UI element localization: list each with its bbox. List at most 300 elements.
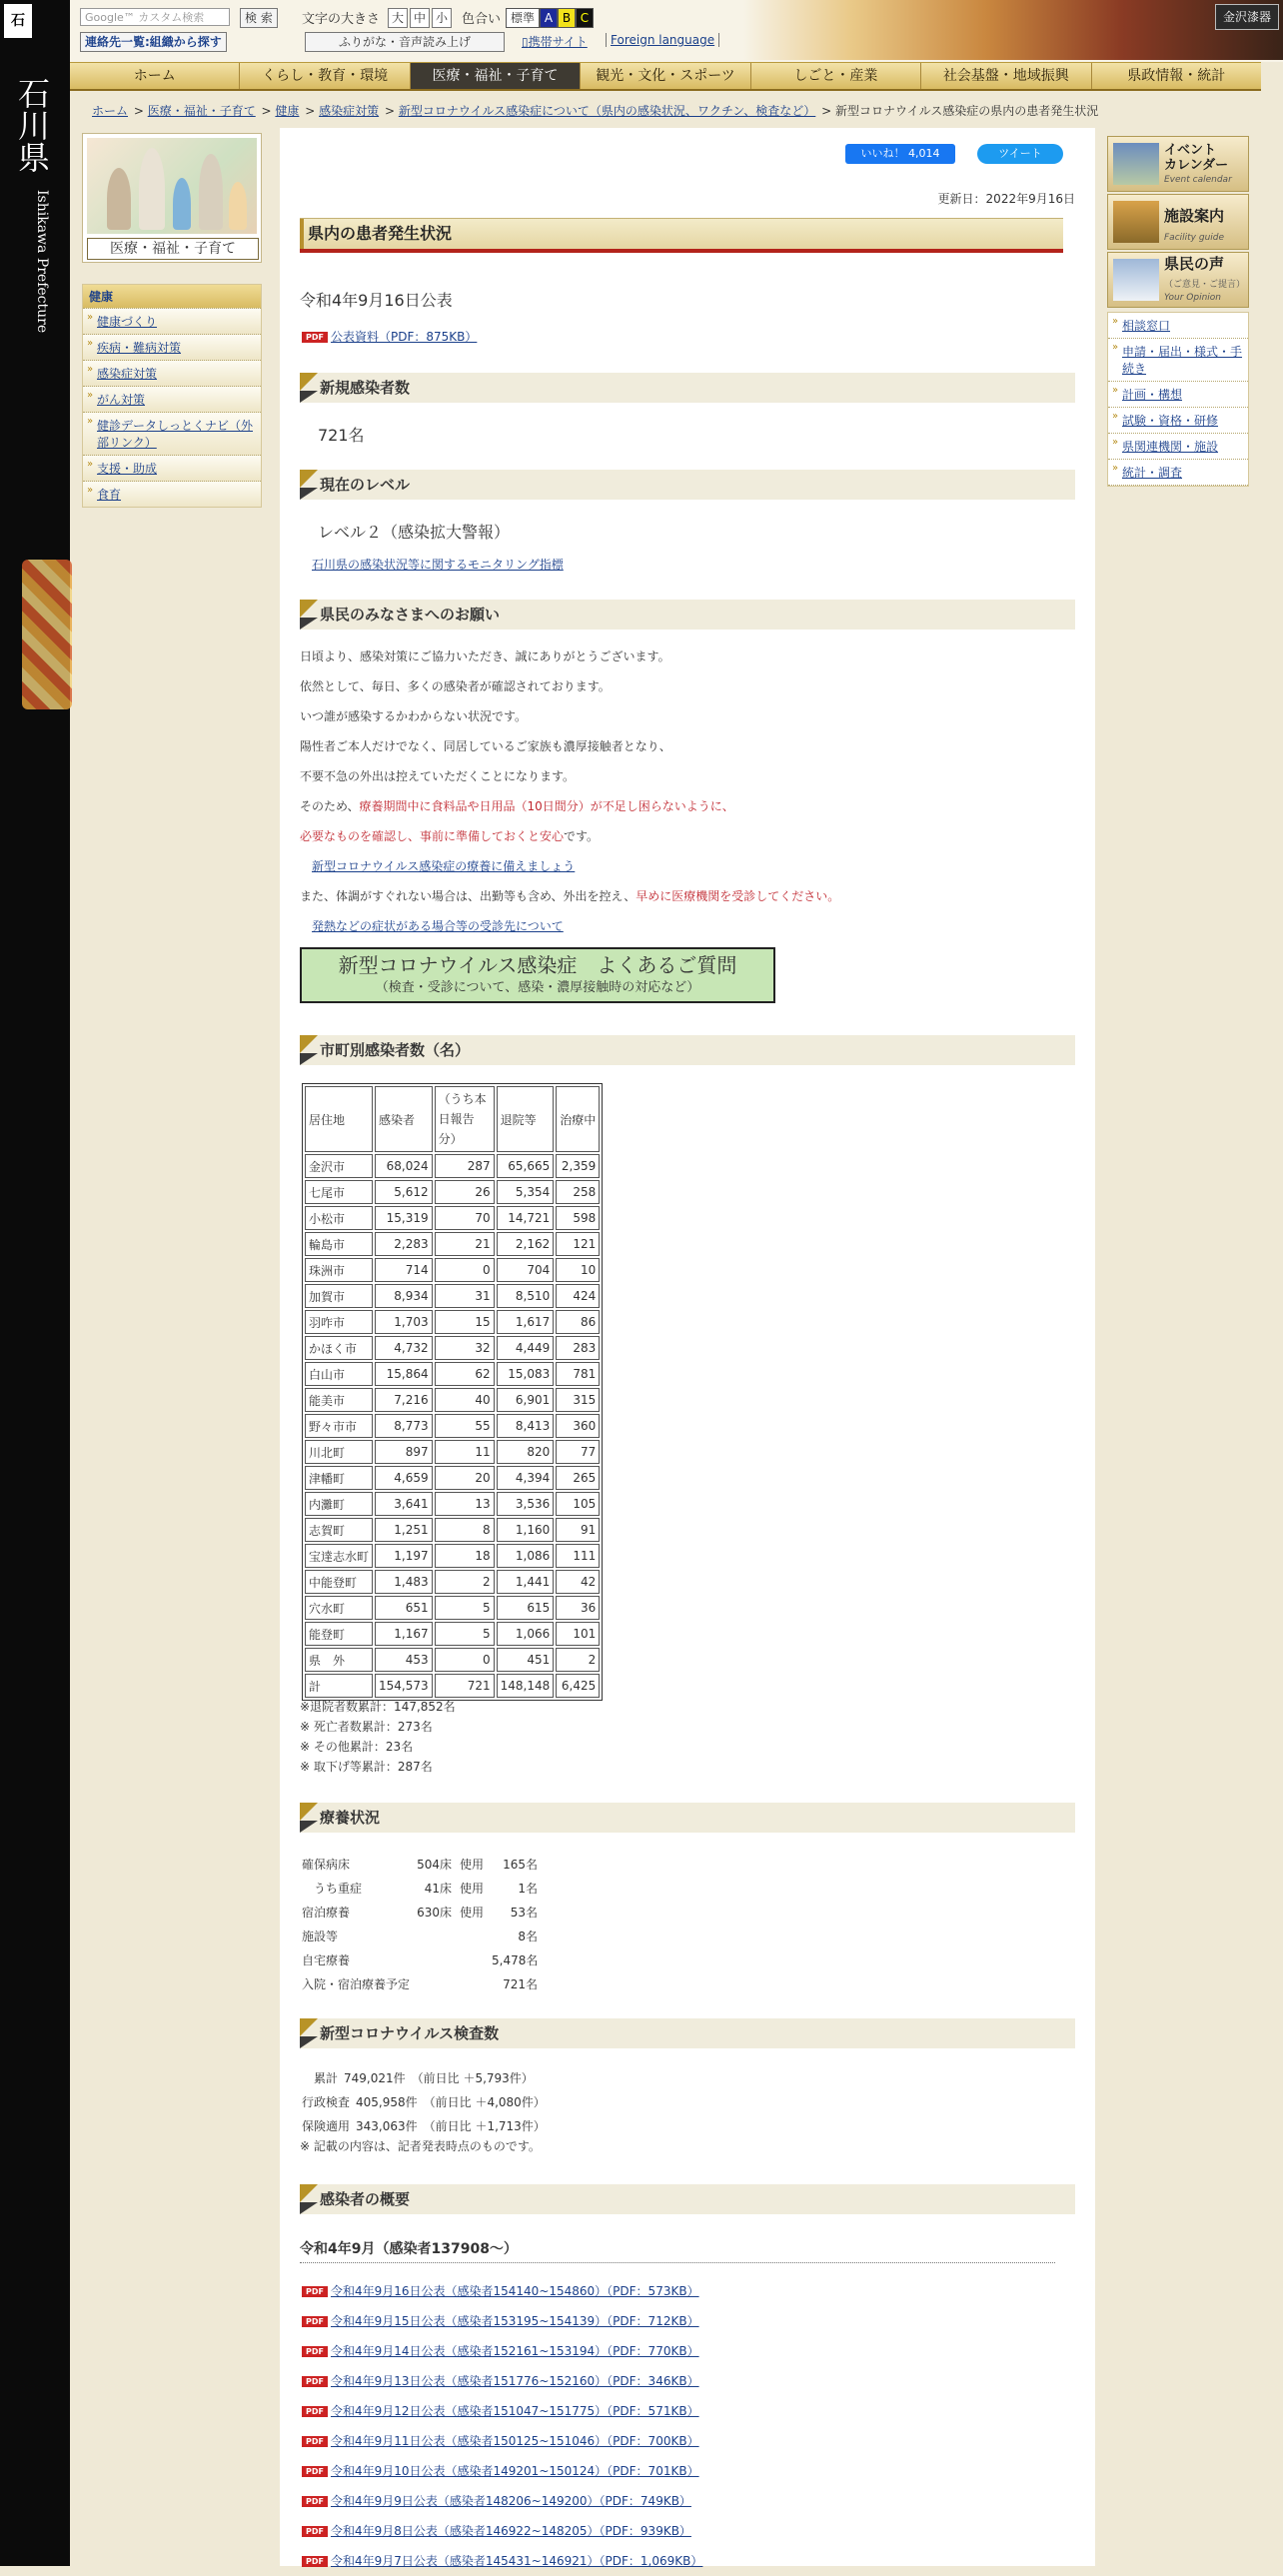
table-cell: 598 bbox=[556, 1206, 600, 1230]
table-cell: 七尾市 bbox=[305, 1180, 373, 1204]
contact-list-button[interactable]: 連絡先一覧:組織から探す bbox=[80, 32, 227, 52]
nav-home[interactable]: ホーム bbox=[70, 63, 240, 89]
banner-subtitle: Facility guide bbox=[1164, 233, 1225, 243]
breadcrumb-health[interactable]: 健康 bbox=[275, 104, 300, 118]
table-row bbox=[305, 1180, 600, 1204]
sidebar-link[interactable]: 健康づくり bbox=[97, 315, 158, 329]
breadcrumb-medical[interactable]: 医療・福祉・子育て bbox=[147, 104, 256, 118]
pdf-link-row bbox=[302, 328, 477, 345]
new-cases-heading: 新規感染者数 bbox=[300, 373, 1075, 403]
header-brand-label[interactable]: 金沢漆器 bbox=[1215, 4, 1279, 30]
tests-heading: 新型コロナウイルス検査数 bbox=[300, 2018, 1075, 2048]
table-cell: 1,251 bbox=[375, 1518, 433, 1542]
faq-banner[interactable] bbox=[300, 947, 775, 1003]
table-cell: 31 bbox=[435, 1284, 495, 1308]
table-cell: 4,732 bbox=[375, 1336, 433, 1360]
right-menu-link[interactable]: 相談窓口 bbox=[1122, 319, 1171, 333]
overview-pdf-link[interactable]: 令和4年9月16日公表（感染者154140~154860）（PDF：573KB） bbox=[330, 2284, 699, 2298]
table-cell: 704 bbox=[497, 1258, 555, 1282]
table-row bbox=[305, 1388, 600, 1412]
new-cases-value: 721名 bbox=[318, 426, 365, 445]
sidebar-link[interactable]: 感染症対策 bbox=[97, 367, 158, 381]
table-cell: 金沢市 bbox=[305, 1154, 373, 1178]
consultation-link[interactable]: 発熱などの症状がある場合等の受診先について bbox=[312, 919, 564, 933]
right-menu-link[interactable]: 試験・資格・研修 bbox=[1122, 414, 1219, 428]
table-cell: 15,319 bbox=[375, 1206, 433, 1230]
sidebar-link[interactable]: 支援・助成 bbox=[97, 462, 158, 476]
banner-subtitle-ja: （ご意見・ご提言） bbox=[1164, 280, 1246, 290]
tweet-button[interactable]: ツイート bbox=[977, 144, 1063, 164]
table-cell: 加賀市 bbox=[305, 1284, 373, 1308]
sidebar-link[interactable]: 食育 bbox=[97, 488, 122, 502]
table-cell: 5 bbox=[435, 1622, 495, 1646]
breadcrumb: ホーム > 医療・福祉・子育て > 健康 > 感染症対策 > 新型コロナウイルス感染症について（県内の感染状況、ワクチン、検査など） > 新型コロナウイルス感染症の県内の患者発生状況 bbox=[92, 104, 1099, 118]
table-cell: 4,394 bbox=[497, 1466, 555, 1490]
table-row bbox=[305, 1336, 600, 1360]
font-size-medium-button[interactable]: 中 bbox=[410, 8, 430, 28]
table-cell: 13 bbox=[435, 1492, 495, 1516]
banner-title: 施設案内 bbox=[1164, 207, 1225, 225]
overview-pdf-link[interactable]: 令和4年9月10日公表（感染者149201~150124）（PDF：701KB） bbox=[330, 2464, 699, 2478]
table-cell: 453 bbox=[375, 1648, 433, 1672]
overview-heading: 感染者の概要 bbox=[300, 2184, 1075, 2214]
test-cell: 行政検査 bbox=[302, 2095, 351, 2109]
city-cases-table bbox=[302, 1083, 603, 1701]
color-a-button[interactable]: A bbox=[540, 8, 558, 28]
request-line: いつ誰が感染するかわからない状況です。 bbox=[300, 709, 528, 723]
table-cell: 輪島市 bbox=[305, 1232, 373, 1256]
table-cell: 1,167 bbox=[375, 1622, 433, 1646]
table-cell: 県 外 bbox=[305, 1648, 373, 1672]
table-cell: 21 bbox=[435, 1232, 495, 1256]
table-cell: 穴水町 bbox=[305, 1596, 373, 1620]
overview-pdf-link[interactable]: 令和4年9月7日公表（感染者145431~146921）（PDF：1,069KB） bbox=[330, 2554, 703, 2568]
table-cell: 羽咋市 bbox=[305, 1310, 373, 1334]
care-cell: 入院・宿泊療養予定 bbox=[302, 1977, 411, 1991]
sidebar-link[interactable]: 疾病・難病対策 bbox=[97, 341, 182, 355]
overview-pdf-link[interactable]: 令和4年9月9日公表（感染者148206~149200）（PDF：749KB） bbox=[330, 2494, 691, 2508]
table-cell: 111 bbox=[556, 1544, 600, 1568]
table-cell: 781 bbox=[556, 1362, 600, 1386]
sidebar-item[interactable] bbox=[83, 481, 261, 507]
table-cell: 62 bbox=[435, 1362, 495, 1386]
prefecture-title: 石川県 bbox=[13, 77, 51, 173]
table-cell: 26 bbox=[435, 1180, 495, 1204]
nav-medical[interactable]: 医療・福祉・子育て bbox=[411, 63, 581, 89]
header-artwork bbox=[743, 0, 1283, 60]
right-menu bbox=[1107, 312, 1249, 487]
right-menu-item[interactable] bbox=[1108, 382, 1248, 408]
level-heading: 現在のレベル bbox=[300, 470, 1075, 500]
table-cell: 18 bbox=[435, 1544, 495, 1568]
request-heading: 県民のみなさまへのお願い bbox=[300, 600, 1075, 630]
facility-guide-banner[interactable] bbox=[1107, 194, 1249, 250]
table-cell: 15,864 bbox=[375, 1362, 433, 1386]
table-note: ※退院者数累計：147,852名 bbox=[300, 1700, 456, 1714]
table-note: ※ その他累計：23名 bbox=[300, 1740, 414, 1754]
table-cell: 5,612 bbox=[375, 1180, 433, 1204]
table-row bbox=[305, 1440, 600, 1464]
mobile-site-link[interactable] bbox=[522, 33, 588, 50]
table-cell: 32 bbox=[435, 1336, 495, 1360]
banner-title: イベント カレンダー bbox=[1164, 143, 1229, 173]
pdf-link[interactable]: 公表資料（PDF：875KB） bbox=[330, 330, 478, 344]
table-row bbox=[305, 1284, 600, 1308]
table-cell: 258 bbox=[556, 1180, 600, 1204]
sidebar-menu bbox=[82, 284, 262, 508]
table-cell: 8,510 bbox=[497, 1284, 555, 1308]
care-row bbox=[302, 1925, 538, 1948]
sidebar-link[interactable]: がん対策 bbox=[97, 393, 146, 407]
table-cell: 714 bbox=[375, 1258, 433, 1282]
sidebar-link[interactable]: 健診データしっとくナビ（外部リンク） bbox=[97, 419, 254, 450]
table-row bbox=[305, 1544, 600, 1568]
pdf-icon: PDF bbox=[302, 2556, 328, 2567]
pdf-icon: PDF bbox=[302, 2526, 328, 2537]
request-text: です。 bbox=[564, 829, 600, 843]
table-cell: 77 bbox=[556, 1440, 600, 1464]
breadcrumb-home[interactable]: ホーム bbox=[92, 104, 129, 118]
pdf-icon: PDF bbox=[302, 2316, 328, 2327]
overview-link-row bbox=[302, 2276, 702, 2306]
table-row bbox=[305, 1258, 600, 1282]
table-cell: 615 bbox=[497, 1596, 555, 1620]
table-cell: 8,773 bbox=[375, 1414, 433, 1438]
prefecture-title-en: Ishikawa Prefecture bbox=[34, 190, 50, 334]
table-header: 治療中 bbox=[556, 1086, 600, 1152]
table-cell: 105 bbox=[556, 1492, 600, 1516]
test-cell: （前日比 ＋4,080件） bbox=[423, 2095, 546, 2109]
overview-link-row bbox=[302, 2396, 702, 2426]
request-line bbox=[300, 827, 599, 844]
table-cell: 651 bbox=[375, 1596, 433, 1620]
overview-link-row bbox=[302, 2366, 702, 2396]
overview-pdf-link[interactable]: 令和4年9月11日公表（感染者150125~151046）（PDF：700KB） bbox=[330, 2434, 699, 2448]
table-row bbox=[305, 1154, 600, 1178]
page-title: 県内の患者発生状況 bbox=[300, 218, 1063, 253]
mobile-icon: ▯ bbox=[522, 35, 529, 49]
furigana-button[interactable]: ふりがな・音声読み上げ bbox=[305, 32, 505, 52]
sidebar-item[interactable] bbox=[83, 455, 261, 481]
pdf-icon: PDF bbox=[302, 2496, 328, 2507]
care-cell: 504床 bbox=[417, 1858, 452, 1872]
care-cell: 施設等 bbox=[302, 1930, 339, 1943]
request-line: 陽性者ご本人だけでなく、同居しているご家族も濃厚接触者となり、 bbox=[300, 739, 671, 753]
nav-government[interactable]: 県政情報・統計 bbox=[1127, 68, 1226, 84]
sidebar-item[interactable] bbox=[83, 386, 261, 412]
table-cell: 能美市 bbox=[305, 1388, 373, 1412]
nav-work[interactable]: しごと・産業 bbox=[751, 63, 921, 89]
care-cell: 自宅療養 bbox=[302, 1953, 351, 1967]
care-status-list bbox=[302, 1853, 538, 1996]
table-cell: 1,483 bbox=[375, 1570, 433, 1594]
search-button[interactable]: 検 索 bbox=[240, 8, 278, 28]
faq-subtitle: （検査・受診について、感染・濃厚接触時の対応など） bbox=[375, 980, 700, 995]
faq-title: 新型コロナウイルス感染症 よくあるご質問 bbox=[338, 953, 737, 977]
table-cell: 0 bbox=[435, 1258, 495, 1282]
decorative-pattern bbox=[22, 560, 72, 709]
table-row bbox=[305, 1206, 600, 1230]
care-row bbox=[302, 1901, 538, 1925]
table-header-row bbox=[305, 1086, 600, 1152]
table-cell: 287 bbox=[435, 1154, 495, 1178]
breadcrumb-current: 新型コロナウイルス感染症の県内の患者発生状況 bbox=[834, 104, 1099, 118]
test-cell: 累計 bbox=[302, 2071, 339, 2085]
table-cell: 721 bbox=[435, 1674, 495, 1698]
color-c-button[interactable]: C bbox=[576, 8, 594, 28]
overview-links bbox=[302, 2276, 702, 2576]
overview-subheading: 令和4年9月（感染者137908～） bbox=[300, 2238, 1055, 2263]
table-row bbox=[305, 1648, 600, 1672]
calendar-icon bbox=[1113, 143, 1159, 185]
request-emphasis: 療養期間中に食料品や日用品（10日間分）が不足し困らないように、 bbox=[359, 799, 734, 813]
table-cell: 283 bbox=[556, 1336, 600, 1360]
overview-link-row bbox=[302, 2426, 702, 2456]
table-cell: 2 bbox=[435, 1570, 495, 1594]
table-cell: 14,721 bbox=[497, 1206, 555, 1230]
table-cell: 2,162 bbox=[497, 1232, 555, 1256]
left-brand-band bbox=[0, 0, 70, 2566]
font-size-small-button[interactable]: 小 bbox=[432, 8, 452, 28]
table-row bbox=[305, 1414, 600, 1438]
table-cell: かほく市 bbox=[305, 1336, 373, 1360]
table-row bbox=[305, 1518, 600, 1542]
sidebar-item[interactable] bbox=[83, 334, 261, 360]
table-cell: 451 bbox=[497, 1648, 555, 1672]
table-cell: 11 bbox=[435, 1440, 495, 1464]
category-label: 医療・福祉・子育て bbox=[87, 238, 259, 260]
family-photo bbox=[87, 138, 257, 234]
table-row bbox=[305, 1232, 600, 1256]
care-row bbox=[302, 1877, 538, 1901]
table-row bbox=[305, 1596, 600, 1620]
table-cell: 0 bbox=[435, 1648, 495, 1672]
banner-subtitle: Your Opinion bbox=[1164, 293, 1221, 303]
table-cell: 101 bbox=[556, 1622, 600, 1646]
table-cell: 能登町 bbox=[305, 1622, 373, 1646]
right-menu-item[interactable] bbox=[1108, 408, 1248, 434]
table-row bbox=[305, 1674, 600, 1698]
right-menu-link[interactable]: 申請・届出・様式・手続き bbox=[1122, 345, 1243, 376]
care-cell: 使用 bbox=[459, 1906, 484, 1920]
table-note: ※ 取下げ等累計：287名 bbox=[300, 1760, 433, 1774]
announce-date: 令和4年9月16日公表 bbox=[300, 291, 453, 310]
overview-link-row bbox=[302, 2546, 702, 2576]
table-cell: 計 bbox=[305, 1674, 373, 1698]
table-cell: 6,425 bbox=[556, 1674, 600, 1698]
nav-infrastructure[interactable]: 社会基盤・地域振興 bbox=[921, 63, 1091, 89]
table-row bbox=[305, 1362, 600, 1386]
right-menu-link[interactable]: 計画・構想 bbox=[1122, 388, 1183, 402]
test-row bbox=[302, 2114, 552, 2138]
header bbox=[70, 0, 1283, 62]
category-photo[interactable] bbox=[82, 133, 262, 263]
request-line: 日頃より、感染対策にご協力いただき、誠にありがとうございます。 bbox=[300, 649, 670, 663]
table-cell: 1,441 bbox=[497, 1570, 555, 1594]
table-cell: 70 bbox=[435, 1206, 495, 1230]
table-cell: 148,148 bbox=[497, 1674, 555, 1698]
opinion-banner[interactable] bbox=[1107, 252, 1249, 308]
city-cases-heading: 市町別感染者数（名） bbox=[300, 1035, 1075, 1065]
table-cell: 3,536 bbox=[497, 1492, 555, 1516]
table-cell: 3,641 bbox=[375, 1492, 433, 1516]
care-cell: 165名 bbox=[503, 1858, 538, 1872]
table-cell: 40 bbox=[435, 1388, 495, 1412]
overview-pdf-link[interactable]: 令和4年9月14日公表（感染者152161~153194）（PDF：770KB） bbox=[330, 2344, 699, 2358]
care-cell: うち重症 bbox=[302, 1882, 363, 1896]
overview-link-row bbox=[302, 2456, 702, 2486]
right-menu-link[interactable]: 統計・調査 bbox=[1122, 466, 1183, 480]
facebook-like-button[interactable]: いいね！ 4,014 bbox=[845, 144, 955, 164]
table-cell: 野々市市 bbox=[305, 1414, 373, 1438]
color-standard-button[interactable]: 標準 bbox=[506, 8, 540, 28]
breadcrumb-infection[interactable]: 感染症対策 bbox=[319, 104, 380, 118]
table-cell: 55 bbox=[435, 1414, 495, 1438]
font-size-label: 文字の大きさ bbox=[302, 12, 381, 27]
sidebar-item[interactable] bbox=[83, 360, 261, 386]
care-cell: 確保病床 bbox=[302, 1858, 351, 1872]
test-cell: 749,021件 bbox=[344, 2071, 406, 2085]
care-preparation-link[interactable]: 新型コロナウイルス感染症の療養に備えましょう bbox=[312, 859, 576, 873]
right-menu-item[interactable] bbox=[1108, 339, 1248, 382]
request-text: そのため、 bbox=[300, 799, 360, 813]
care-cell: 53名 bbox=[510, 1906, 538, 1920]
care-row bbox=[302, 1948, 538, 1972]
table-cell: 中能登町 bbox=[305, 1570, 373, 1594]
table-cell: 5 bbox=[435, 1596, 495, 1620]
table-cell: 10 bbox=[556, 1258, 600, 1282]
monitoring-link[interactable]: 石川県の感染状況等に関するモニタリング指標 bbox=[312, 558, 564, 572]
care-cell: 41床 bbox=[424, 1882, 452, 1896]
right-menu-item[interactable] bbox=[1108, 460, 1248, 486]
table-cell: 4,449 bbox=[497, 1336, 555, 1360]
overview-pdf-link[interactable]: 令和4年9月15日公表（感染者153195~154139）（PDF：712KB） bbox=[330, 2314, 699, 2328]
table-cell: 8,934 bbox=[375, 1284, 433, 1308]
table-cell: 315 bbox=[556, 1388, 600, 1412]
right-menu-link[interactable]: 県関連機関・施設 bbox=[1122, 440, 1219, 454]
table-cell: 897 bbox=[375, 1440, 433, 1464]
nav-tourism[interactable]: 観光・文化・スポーツ bbox=[581, 63, 750, 89]
global-nav bbox=[70, 62, 1261, 91]
request-line: 依然として、毎日、多くの感染者が確認されております。 bbox=[300, 679, 611, 693]
banner-title: 県民の声 bbox=[1164, 255, 1225, 273]
test-cell: （前日比 ＋1,713件） bbox=[423, 2119, 546, 2133]
table-cell: 42 bbox=[556, 1570, 600, 1594]
care-cell: 630床 bbox=[417, 1906, 452, 1920]
table-cell: 2 bbox=[556, 1648, 600, 1672]
pdf-icon: PDF bbox=[302, 2286, 328, 2297]
breadcrumb-covid[interactable]: 新型コロナウイルス感染症について（県内の感染状況、ワクチン、検査など） bbox=[398, 104, 816, 118]
table-row bbox=[305, 1466, 600, 1490]
table-row bbox=[305, 1492, 600, 1516]
event-calendar-banner[interactable] bbox=[1107, 136, 1249, 192]
table-cell: 1,160 bbox=[497, 1518, 555, 1542]
test-row bbox=[302, 2090, 552, 2114]
test-cell: 405,958件 bbox=[356, 2095, 418, 2109]
test-cell: 保険適用 bbox=[302, 2119, 351, 2133]
pdf-icon: PDF bbox=[302, 2466, 328, 2477]
table-cell: 2,359 bbox=[556, 1154, 600, 1178]
overview-pdf-link[interactable]: 令和4年9月12日公表（感染者151047~151775）（PDF：571KB） bbox=[330, 2404, 699, 2418]
mobile-site-label: 携帯サイト bbox=[528, 35, 588, 49]
care-cell: 5,478名 bbox=[492, 1953, 539, 1967]
table-cell: 内灘町 bbox=[305, 1492, 373, 1516]
font-size-large-button[interactable]: 大 bbox=[388, 8, 408, 28]
table-cell: 20 bbox=[435, 1466, 495, 1490]
overview-link-row bbox=[302, 2306, 702, 2336]
table-header: 退院等 bbox=[497, 1086, 555, 1152]
table-cell: 1,617 bbox=[497, 1310, 555, 1334]
table-cell: 424 bbox=[556, 1284, 600, 1308]
right-menu-item[interactable] bbox=[1108, 434, 1248, 460]
table-cell: 265 bbox=[556, 1466, 600, 1490]
table-cell: 6,901 bbox=[497, 1388, 555, 1412]
table-cell: 8,413 bbox=[497, 1414, 555, 1438]
table-cell: 4,659 bbox=[375, 1466, 433, 1490]
care-cell: 721名 bbox=[503, 1977, 538, 1991]
table-row bbox=[305, 1310, 600, 1334]
table-cell: 5,354 bbox=[497, 1180, 555, 1204]
table-cell: 8 bbox=[435, 1518, 495, 1542]
pdf-icon: PDF bbox=[302, 2346, 328, 2357]
request-line bbox=[300, 887, 839, 904]
overview-pdf-link[interactable]: 令和4年9月13日公表（感染者151776~152160）（PDF：346KB） bbox=[330, 2374, 699, 2388]
table-cell: 68,024 bbox=[375, 1154, 433, 1178]
building-icon bbox=[1113, 201, 1159, 243]
sidebar-item[interactable] bbox=[83, 308, 261, 334]
color-b-button[interactable]: B bbox=[558, 8, 576, 28]
pdf-icon: PDF bbox=[302, 2376, 328, 2387]
search-input[interactable]: Google™ カスタム検索 bbox=[80, 8, 230, 26]
foreign-language-link[interactable]: Foreign language bbox=[606, 33, 719, 47]
table-header: （うち本日報告分） bbox=[435, 1086, 495, 1152]
pdf-icon: PDF bbox=[302, 2406, 328, 2417]
request-text: また、体調がすぐれない場合は、出勤等も含め、外出を控え、 bbox=[300, 889, 637, 903]
pdf-icon: PDF bbox=[302, 332, 328, 343]
table-cell: 1,197 bbox=[375, 1544, 433, 1568]
care-cell: 使用 bbox=[459, 1882, 484, 1896]
updated-date: 更新日：2022年9月16日 bbox=[937, 192, 1075, 206]
overview-pdf-link[interactable]: 令和4年9月8日公表（感染者146922~148205）（PDF：939KB） bbox=[330, 2524, 691, 2538]
table-cell: 121 bbox=[556, 1232, 600, 1256]
care-status-heading: 療養状況 bbox=[300, 1803, 1075, 1833]
sidebar-heading[interactable]: 健康 bbox=[83, 285, 261, 308]
care-cell: 宿泊療養 bbox=[302, 1906, 351, 1920]
test-cell: 343,063件 bbox=[356, 2119, 418, 2133]
table-cell: 志賀町 bbox=[305, 1518, 373, 1542]
table-cell: 珠洲市 bbox=[305, 1258, 373, 1282]
nav-life[interactable]: くらし・教育・環境 bbox=[240, 63, 410, 89]
table-cell: 津幡町 bbox=[305, 1466, 373, 1490]
table-note: ※ 死亡者数累計：273名 bbox=[300, 1720, 433, 1734]
table-cell: 1,066 bbox=[497, 1622, 555, 1646]
test-cell: （前日比 ＋5,793件） bbox=[411, 2071, 534, 2085]
tests-note: ※ 記載の内容は、記者発表時点のものです。 bbox=[300, 2139, 541, 2153]
overview-link-row bbox=[302, 2516, 702, 2546]
table-cell: 154,573 bbox=[375, 1674, 433, 1698]
prefecture-logo[interactable]: 石 bbox=[4, 4, 32, 38]
table-cell: 宝達志水町 bbox=[305, 1544, 373, 1568]
office-icon bbox=[1113, 259, 1159, 301]
sidebar-item[interactable] bbox=[83, 412, 261, 455]
table-cell: 2,283 bbox=[375, 1232, 433, 1256]
right-menu-item[interactable] bbox=[1108, 313, 1248, 339]
table-header: 感染者 bbox=[375, 1086, 433, 1152]
overview-link-row bbox=[302, 2486, 702, 2516]
request-emphasis: 早めに医療機関を受診してください。 bbox=[636, 889, 840, 903]
table-cell: 91 bbox=[556, 1518, 600, 1542]
pdf-icon: PDF bbox=[302, 2436, 328, 2447]
